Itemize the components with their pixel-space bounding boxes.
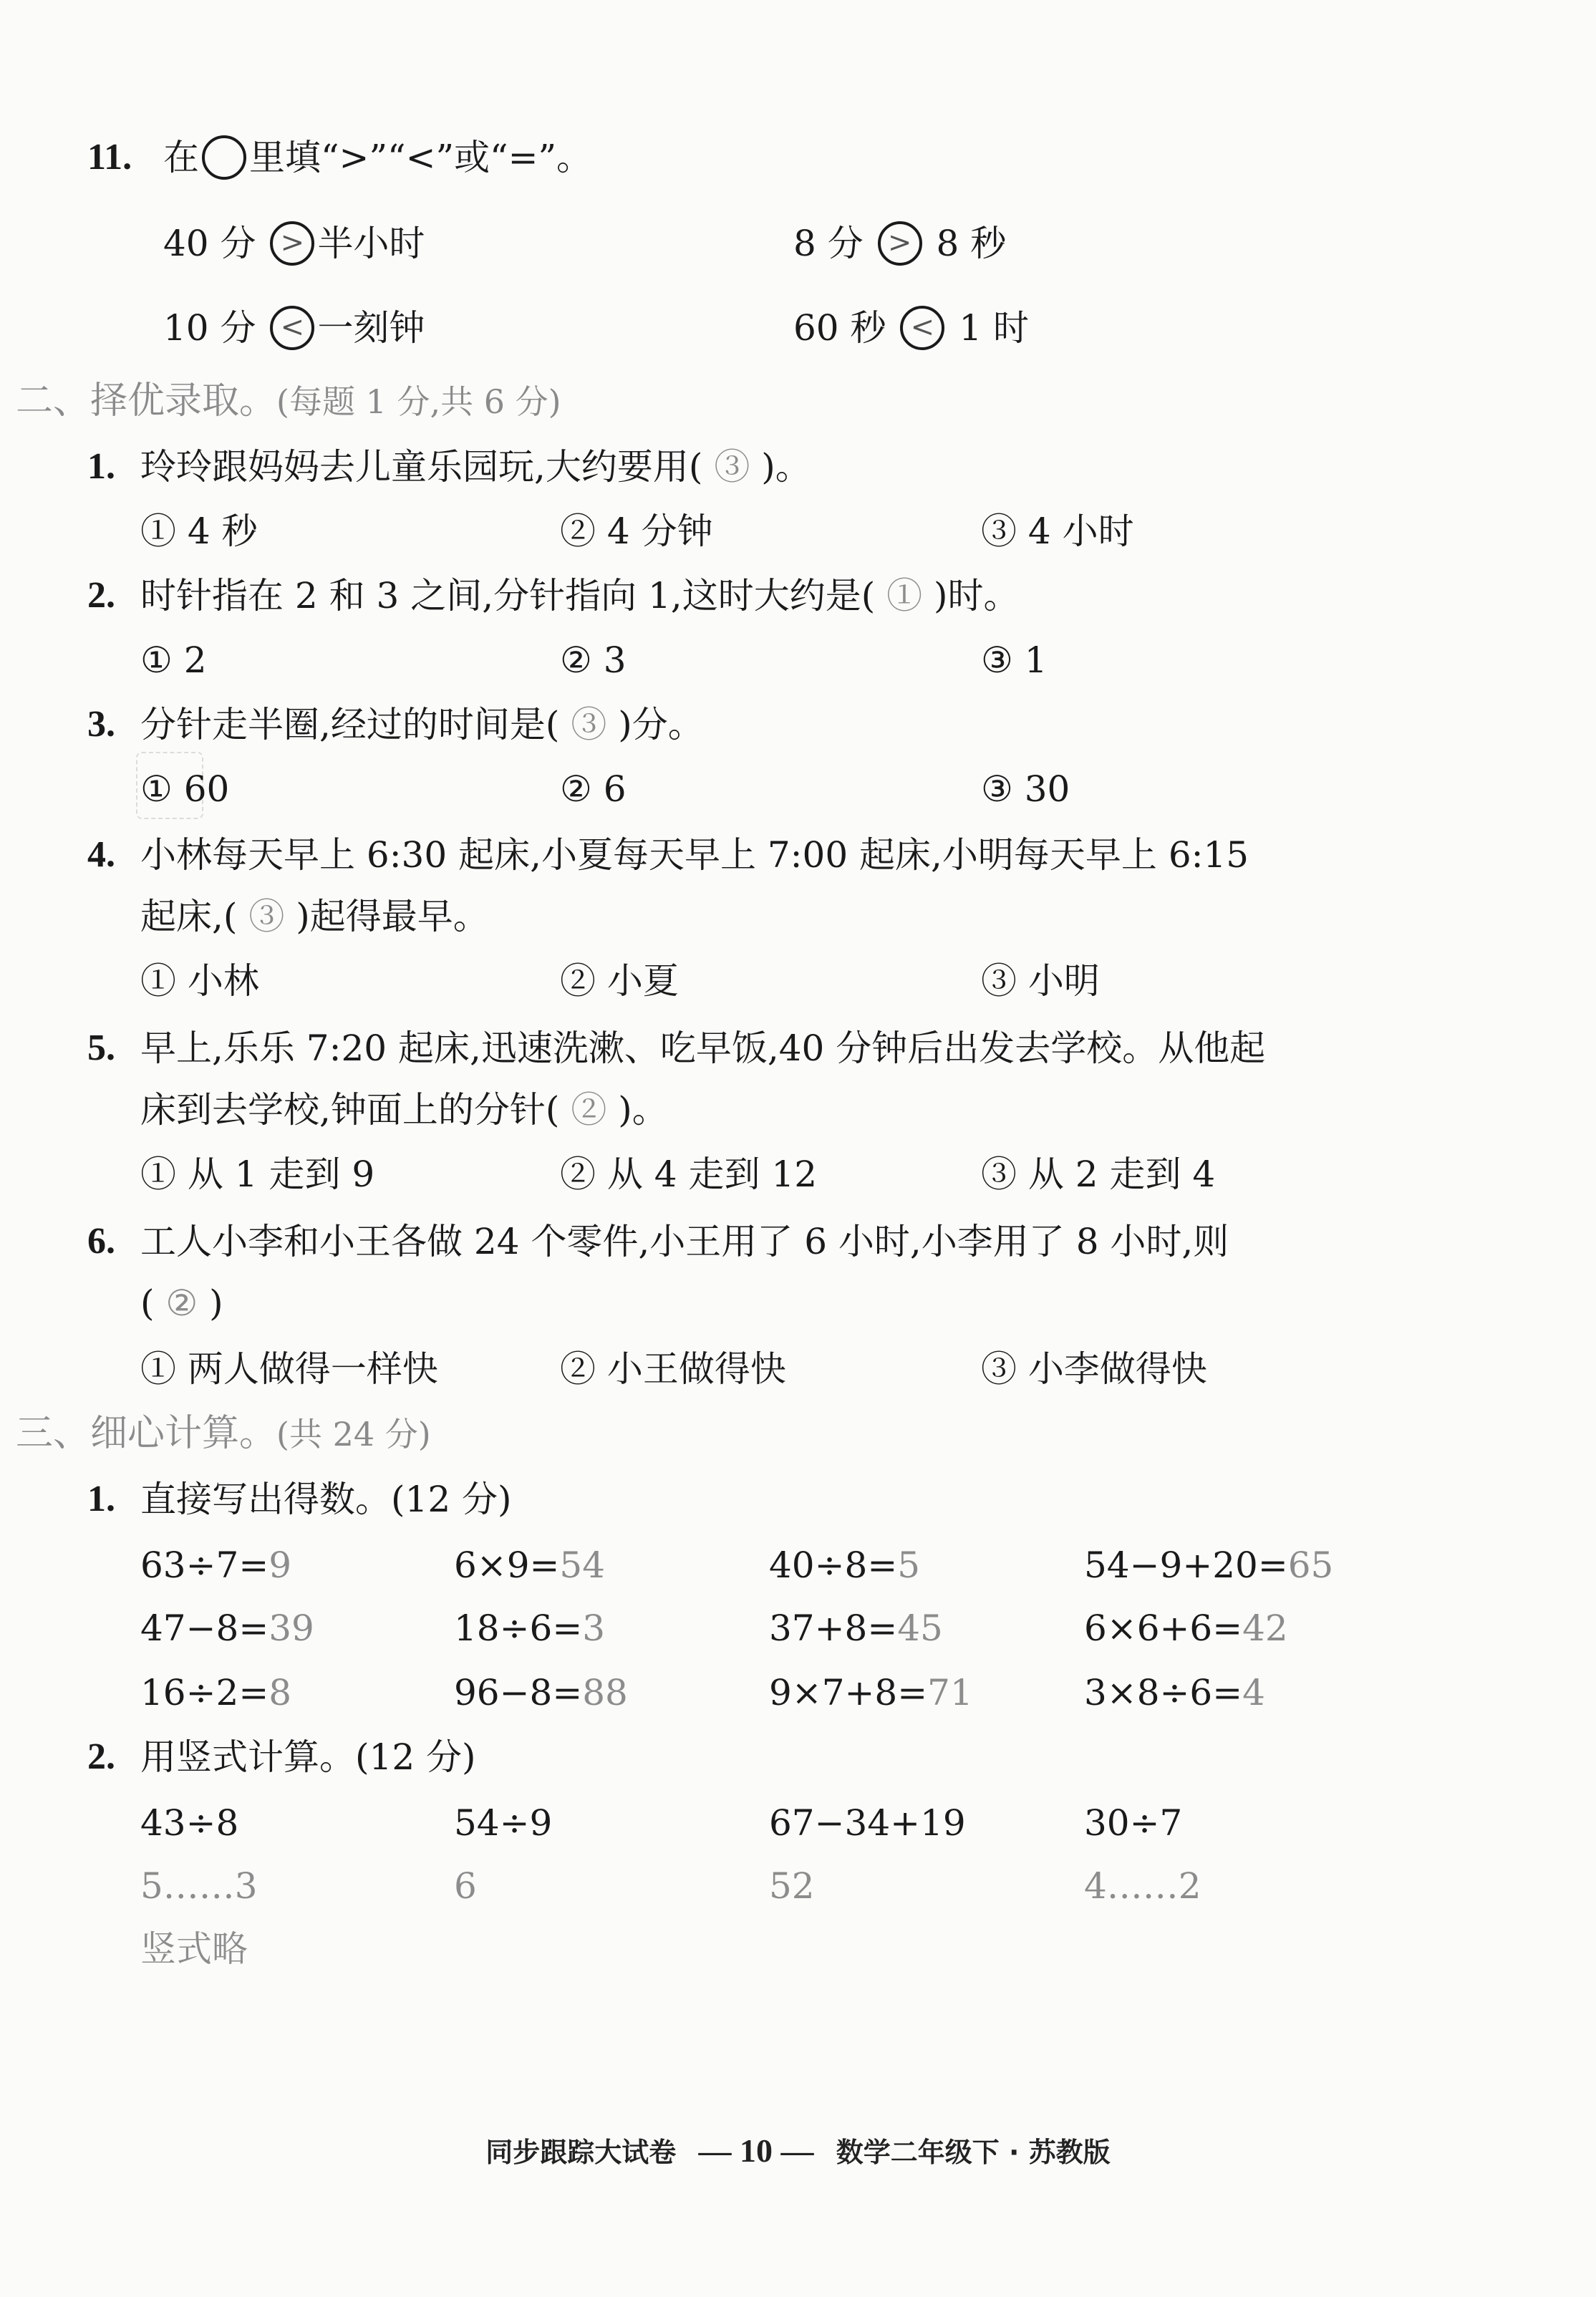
vertical-calc-answers xyxy=(0,1857,1596,1915)
vertical-answer: 4……2 xyxy=(1084,1865,1201,1907)
answer-fill: ③ xyxy=(248,896,285,937)
s2-q3-options xyxy=(0,760,1596,818)
section-3-heading xyxy=(0,1405,1596,1462)
page-footer xyxy=(0,2130,1596,2170)
s2-q6: 6. 工人小李和小王各做 24 个零件,小王用了 6 小时,小李用了 8 小时,则 xyxy=(87,1221,1229,1262)
option: ② 小王做得快 xyxy=(560,1348,786,1390)
option: ② 6 xyxy=(560,768,627,810)
page-number: — 10 — xyxy=(698,2132,814,2169)
calc-item: 6×9=54 xyxy=(454,1544,606,1586)
answer-fill: ① xyxy=(886,575,923,616)
option: ③ 30 xyxy=(981,768,1070,810)
vertical-expr: 30÷7 xyxy=(1084,1802,1183,1844)
option: ① 小林 xyxy=(140,960,259,1002)
option: ③ 从 2 走到 4 xyxy=(981,1154,1216,1195)
q11-prompt xyxy=(0,129,1596,186)
vertical-expr: 54÷9 xyxy=(454,1802,553,1844)
vertical-answer: 5……3 xyxy=(140,1865,258,1907)
blank-circle-icon xyxy=(202,135,246,180)
option: ① 2 xyxy=(140,639,207,681)
compare-item: 40 分 > 半小时 xyxy=(163,223,425,264)
calc-item: 6×6+6=42 xyxy=(1084,1607,1288,1649)
s2-q6-options xyxy=(0,1340,1596,1398)
footer-subject: 数学二年级下 · 苏教版 xyxy=(836,2137,1111,2168)
calc-row-3 xyxy=(0,1664,1596,1721)
s2-q5-options xyxy=(0,1146,1596,1203)
calc-item: 9×7+8=71 xyxy=(769,1672,973,1713)
q11-number: 11. xyxy=(87,137,132,178)
section-2-title: 二、择优录取。 xyxy=(16,379,277,422)
option: ② 小夏 xyxy=(560,960,679,1002)
option: ③ 1 xyxy=(981,639,1048,681)
answer-fill: ③ xyxy=(714,446,750,488)
compare-item: 10 分 < 一刻钟 xyxy=(163,307,425,349)
calc-item: 3×8÷6=4 xyxy=(1084,1672,1265,1713)
q11-prompt-b: 里填“>”“<”或“=”。 xyxy=(249,137,593,178)
s3-q1: 1. 直接写出得数。(12 分) xyxy=(87,1479,512,1520)
answer-circle: > xyxy=(878,221,922,266)
option: ③ 4 小时 xyxy=(981,511,1134,552)
option: ① 60 xyxy=(140,768,230,810)
s2-q5: 5. 早上,乐乐 7:20 起床,迅速洗漱、吃早饭,40 分钟后出发去学校。从他起 xyxy=(87,1027,1266,1069)
vertical-expr: 67−34+19 xyxy=(769,1802,966,1844)
s2-q1-options xyxy=(0,503,1596,560)
option: ③ 小李做得快 xyxy=(981,1348,1207,1390)
vertical-answer: 6 xyxy=(454,1865,477,1907)
calc-item: 37+8=45 xyxy=(769,1607,943,1649)
compare-item: 60 秒 < 1 时 xyxy=(793,307,1030,349)
calc-item: 96−8=88 xyxy=(454,1672,628,1713)
s2-q4-options xyxy=(0,952,1596,1010)
vertical-expr: 43÷8 xyxy=(140,1802,239,1844)
vertical-calc-exprs xyxy=(0,1794,1596,1852)
vertical-calc-note xyxy=(0,1920,1596,1978)
s2-q1: 1. 玲玲跟妈妈去儿童乐园玩,大约要用( ③ )。 xyxy=(87,446,811,488)
s2-q3: 3. 分针走半圈,经过的时间是( ③ )分。 xyxy=(87,704,704,745)
omitted-note: 竖式略 xyxy=(140,1928,248,1970)
s2-q4-line2: 起床,( ③ )起得最早。 xyxy=(140,896,489,937)
calc-item: 63÷7=9 xyxy=(140,1544,292,1586)
option: ② 4 分钟 xyxy=(560,511,713,552)
answer-fill: ③ xyxy=(571,704,607,745)
section-3-title: 三、细心计算。 xyxy=(16,1412,277,1455)
answer-fill: ② xyxy=(571,1089,607,1131)
calc-item: 54−9+20=65 xyxy=(1084,1544,1334,1586)
s2-q5-line2: 床到去学校,钟面上的分针( ② )。 xyxy=(140,1089,668,1131)
s2-q4: 4. 小林每天早上 6:30 起床,小夏每天早上 7:00 起床,小明每天早上 6:15 xyxy=(87,834,1249,876)
footer-book: 同步跟踪大试卷 xyxy=(485,2137,677,2168)
section-2-heading xyxy=(0,372,1596,430)
section-3-score: (共 24 分) xyxy=(276,1415,431,1454)
q11-row-1 xyxy=(0,215,1596,272)
option: ① 两人做得一样快 xyxy=(140,1348,438,1390)
vertical-answer: 52 xyxy=(769,1865,815,1907)
calc-item: 47−8=39 xyxy=(140,1607,314,1649)
option: ② 3 xyxy=(560,639,627,681)
s3-q2: 2. 用竖式计算。(12 分) xyxy=(87,1736,476,1778)
option: ① 4 秒 xyxy=(140,511,258,552)
answer-fill: ② xyxy=(165,1282,198,1324)
calc-row-1 xyxy=(0,1537,1596,1594)
option: ② 从 4 走到 12 xyxy=(560,1154,818,1195)
calc-item: 18÷6=3 xyxy=(454,1607,606,1649)
answer-circle: > xyxy=(270,221,314,266)
s2-q2: 2. 时针指在 2 和 3 之间,分针指向 1,这时大约是( ① )时。 xyxy=(87,575,1020,616)
s2-q2-options xyxy=(0,632,1596,689)
section-2-score: (每题 1 分,共 6 分) xyxy=(276,382,561,421)
answer-circle: < xyxy=(270,306,314,350)
calc-row-2 xyxy=(0,1600,1596,1657)
calc-item: 40÷8=5 xyxy=(769,1544,921,1586)
s2-q6-line2: ( ② ) xyxy=(140,1282,223,1324)
compare-item: 8 分 > 8 秒 xyxy=(793,223,1007,264)
calc-item: 16÷2=8 xyxy=(140,1672,292,1713)
option: ③ 小明 xyxy=(981,960,1100,1002)
q11-row-2 xyxy=(0,299,1596,357)
option: ① 从 1 走到 9 xyxy=(140,1154,375,1195)
answer-circle: < xyxy=(900,306,944,350)
q11-prompt-a: 在 xyxy=(163,137,199,178)
